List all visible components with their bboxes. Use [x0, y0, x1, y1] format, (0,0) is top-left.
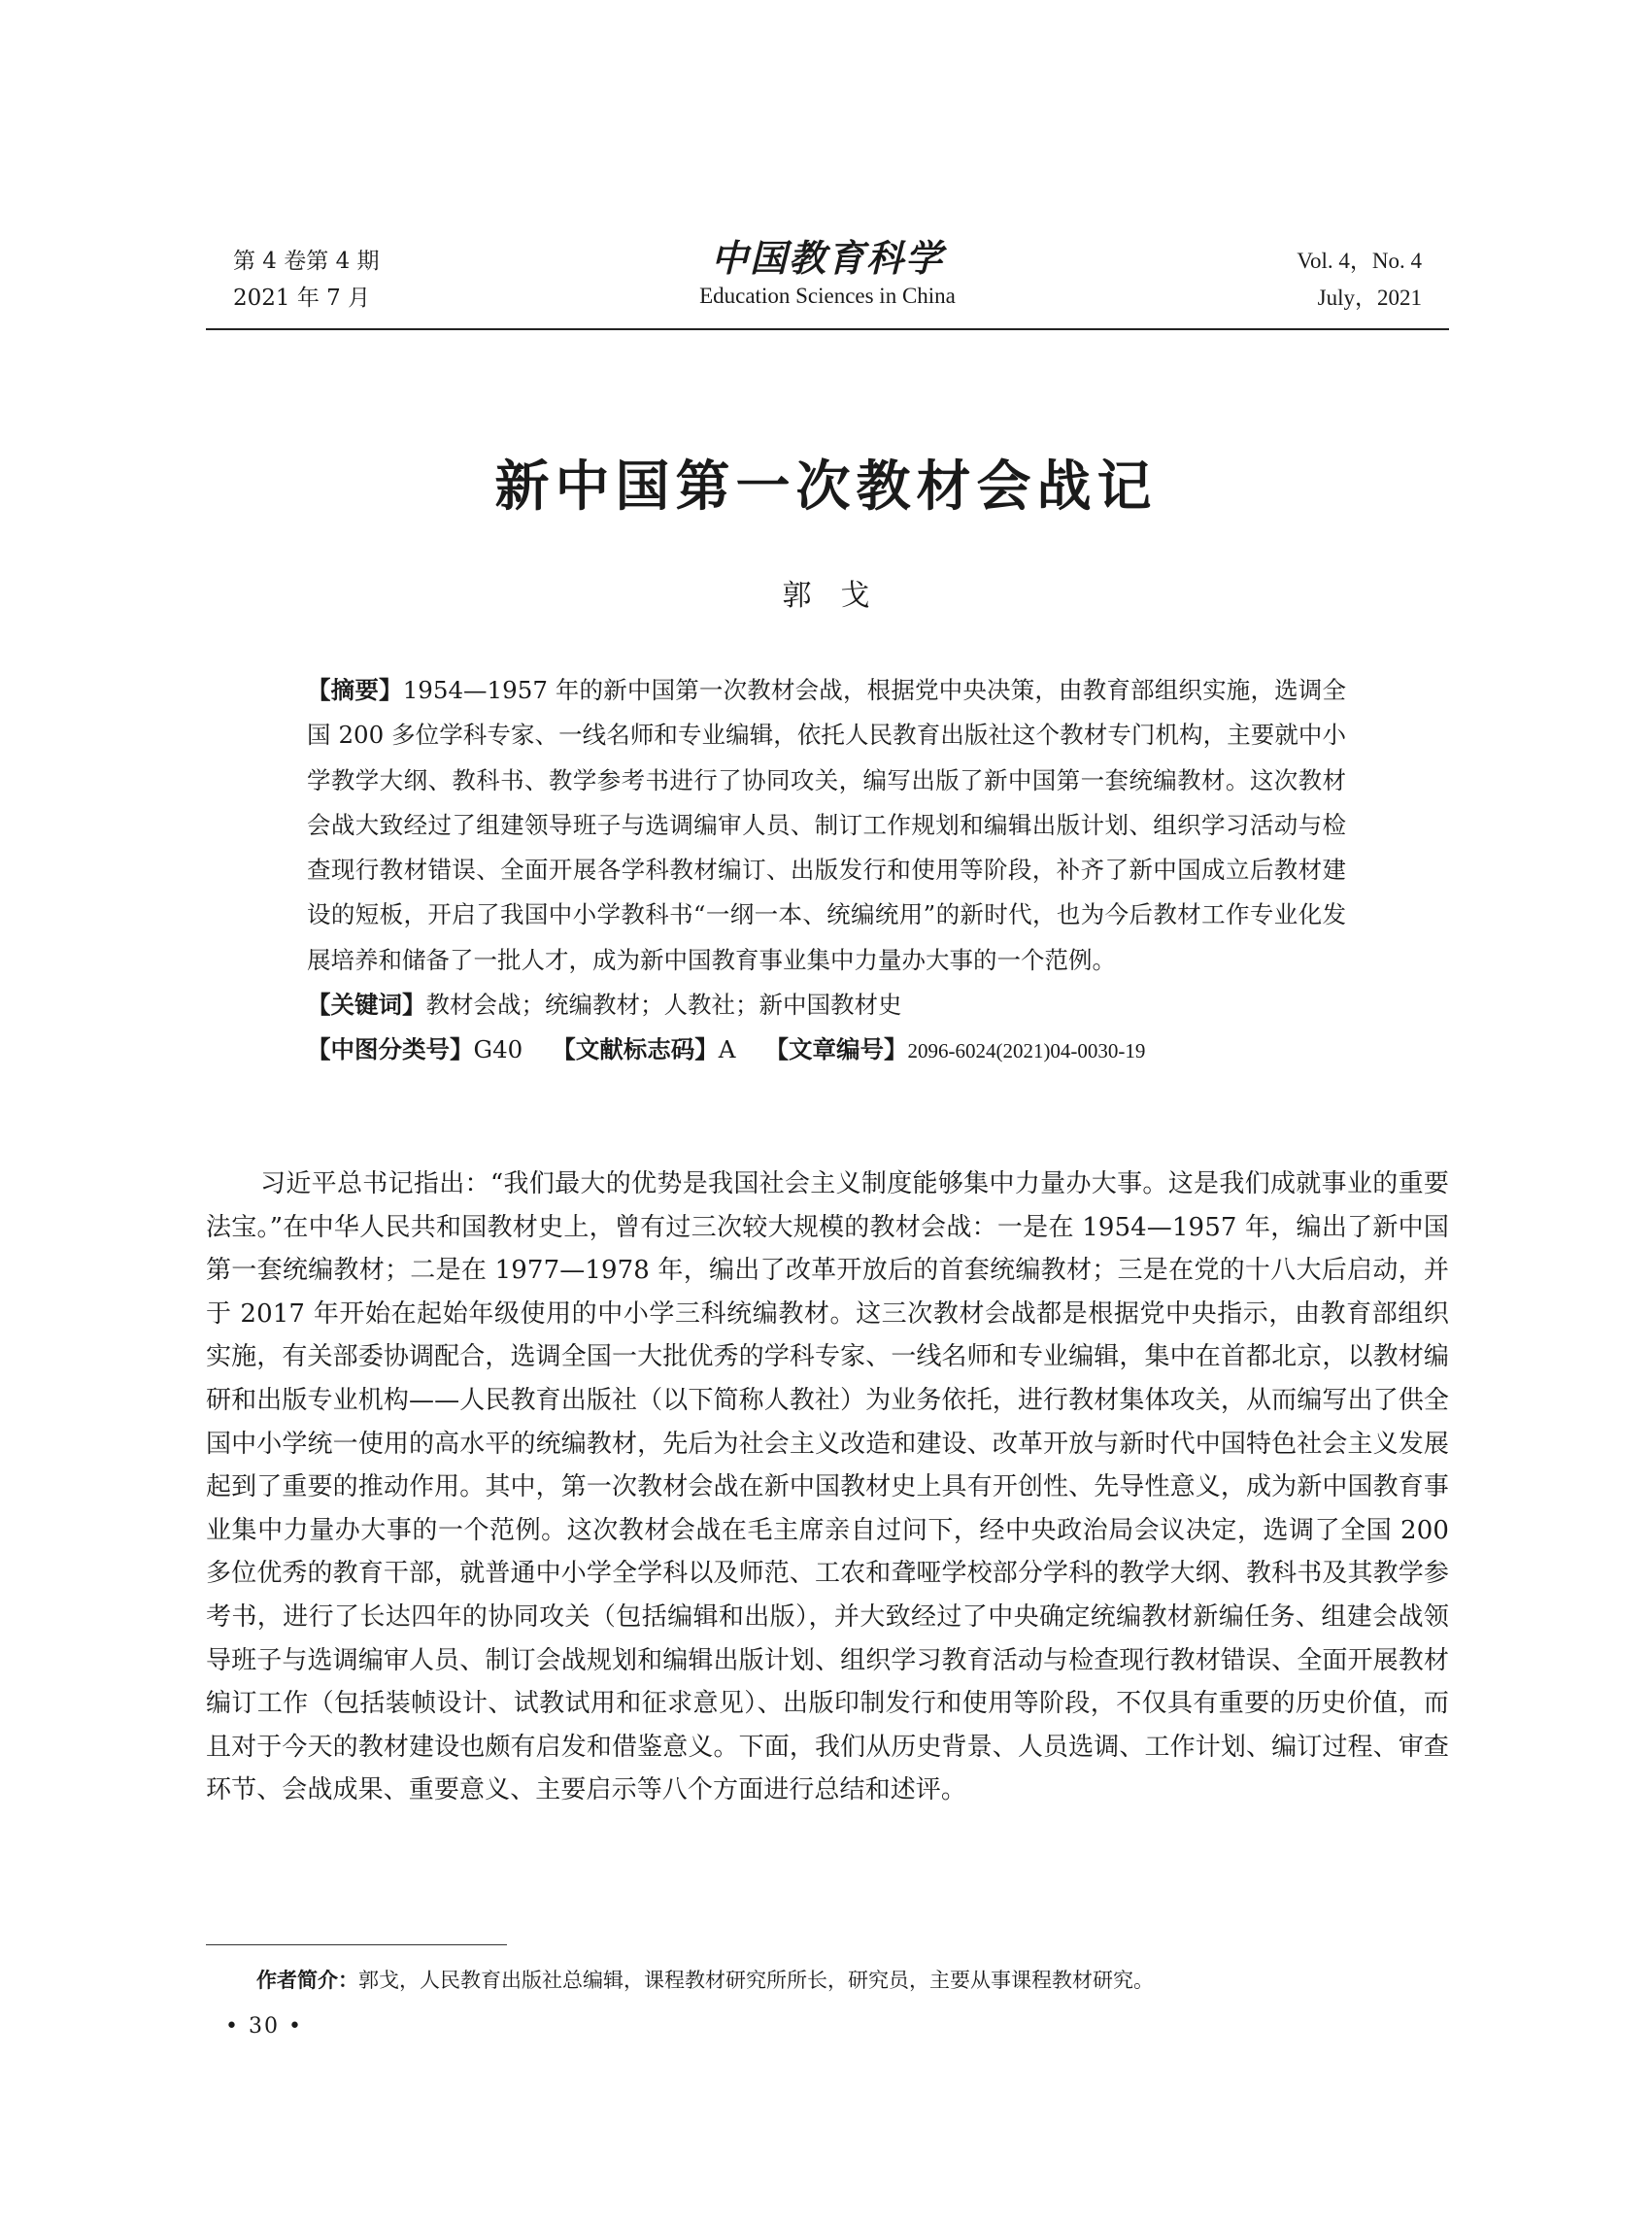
clc-label: 【中图分类号】 [307, 1035, 474, 1064]
keywords-text: 教材会战；统编教材；人教社；新中国教材史 [425, 991, 902, 1020]
abstract-block [307, 668, 1346, 1074]
abstract-text: 1954—1957 年的新中国第一次教材会战，根据党中央决策，由教育部组织实施，选调全国 200 多位学科专家、一线名师和专业编辑，依托人民教育出版社这个教材专门机构，主要就中小学教学大纲、教科书、教学参考书进行了协同攻关，编写出版了新中国第一套统编教材。这次教材会战大致经过了组建领导班子与选调编审人员、制订工作规划和编辑出版计划、组织学习活动与检查现行教材错误、全面开展各学科教材编订、出版发行和使用等阶段，补齐了新中国成立后教材建设的短板，开启了我国中小学教科书“一纲一本、统编统用”的新时代，也为今后教材工作专业化发展培养和储备了一批人才，成为新中国教育事业集中力量办大事的一个范例。 [307, 676, 1346, 974]
abstract-label: 【摘要】 [307, 676, 403, 704]
date-cn: 2021 年 7 月 [233, 286, 371, 311]
header-center [206, 235, 1449, 311]
keywords-line [307, 983, 1346, 1028]
journal-name-cn: 中国教育科学 [710, 236, 944, 280]
volume-issue-en: Vol. 4，No. 4 [1297, 249, 1422, 273]
doc-code-label: 【文献标志码】 [552, 1035, 719, 1064]
article-title: 新中国第一次教材会战记 [494, 455, 1158, 519]
journal-name-en: Education Sciences in China [699, 284, 956, 308]
abstract-paragraph [307, 668, 1346, 983]
running-header [206, 235, 1449, 332]
footnote-rule [206, 1944, 507, 1945]
article-no-label: 【文章编号】 [764, 1035, 908, 1064]
body-paragraph: 习近平总书记指出：“我们最大的优势是我国社会主义制度能够集中力量办大事。这是我们成就事业的重要法宝。”在中华人民共和国教材史上，曾有过三次较大规模的教材会战：一是在 1954—1957 年，编出了新中国第一套统编教材；二是在 1977—1978 年，编出了改革开放后的首套统编教材；三是在党的十八大后启动，并于 2017 年开始在起始年级使用的中小学三科统编教材。这三次教材会战都是根据党中央指示，由教育部组织实施，有关部委协调配合，选调全国一大批优秀的学科专家、一线名师和专业编辑，集中在首都北京，以教材编研和出版专业机构——人民教育出版社（以下简称人教社）为业务依托，进行教材集体攻关，从而编写出了供全国中小学统一使用的高水平的统编教材，先后为社会主义改造和建设、改革开放与新时代中国特色社会主义发展起到了重要的推动作用。其中，第一次教材会战在新中国教材史上具有开创性、先导性意义，成为新中国教育事业集中力量办大事的一个范例。这次教材会战在毛主席亲自过问下，经中央政治局会议决定，选调了全国 200 多位优秀的教育干部，就普通中小学全学科以及师范、工农和聋哑学校部分学科的教学大纲、教科书及其教学参考书，进行了长达四年的协同攻关（包括编辑和出版），并大致经过了中央确定统编教材新编任务、组建会战领导班子与选调编审人员、制订会战规划和编辑出版计划、组织学习教育活动与检查现行教材错误、全面开展教材编订工作（包括装帧设计、试教试用和征求意见）、出版印制发行和使用等阶段，不仅具有重要的历史价值，而且对于今天的教材建设也颇有启发和借鉴意义。下面，我们从历史背景、人员选调、工作计划、编订过程、审查环节、会战成果、重要意义、主要启示等八个方面进行总结和述评。 [206, 1169, 1449, 1805]
doc-code-value: A [718, 1035, 736, 1064]
author-footnote [256, 1964, 1422, 1997]
date-en: July，2021 [1317, 286, 1422, 310]
classification-line [307, 1028, 1346, 1073]
article-no-value: 2096-6024(2021)04-0030-19 [907, 1039, 1146, 1063]
volume-issue-cn: 第 4 卷第 4 期 [233, 249, 380, 274]
header-right [1297, 243, 1422, 317]
clc-value: G40 [473, 1035, 523, 1064]
footnote-text: 郭戈，人民教育出版社总编辑，课程教材研究所所长，研究员，主要从事课程教材研究。 [358, 1969, 1154, 1992]
footnote-label: 作者简介： [256, 1969, 358, 1992]
header-rule [206, 328, 1449, 330]
page-number: • 30 • [225, 2014, 303, 2039]
article-author: 郭戈 [782, 579, 899, 613]
body-text [206, 1163, 1449, 1812]
keywords-label: 【关键词】 [307, 991, 426, 1020]
